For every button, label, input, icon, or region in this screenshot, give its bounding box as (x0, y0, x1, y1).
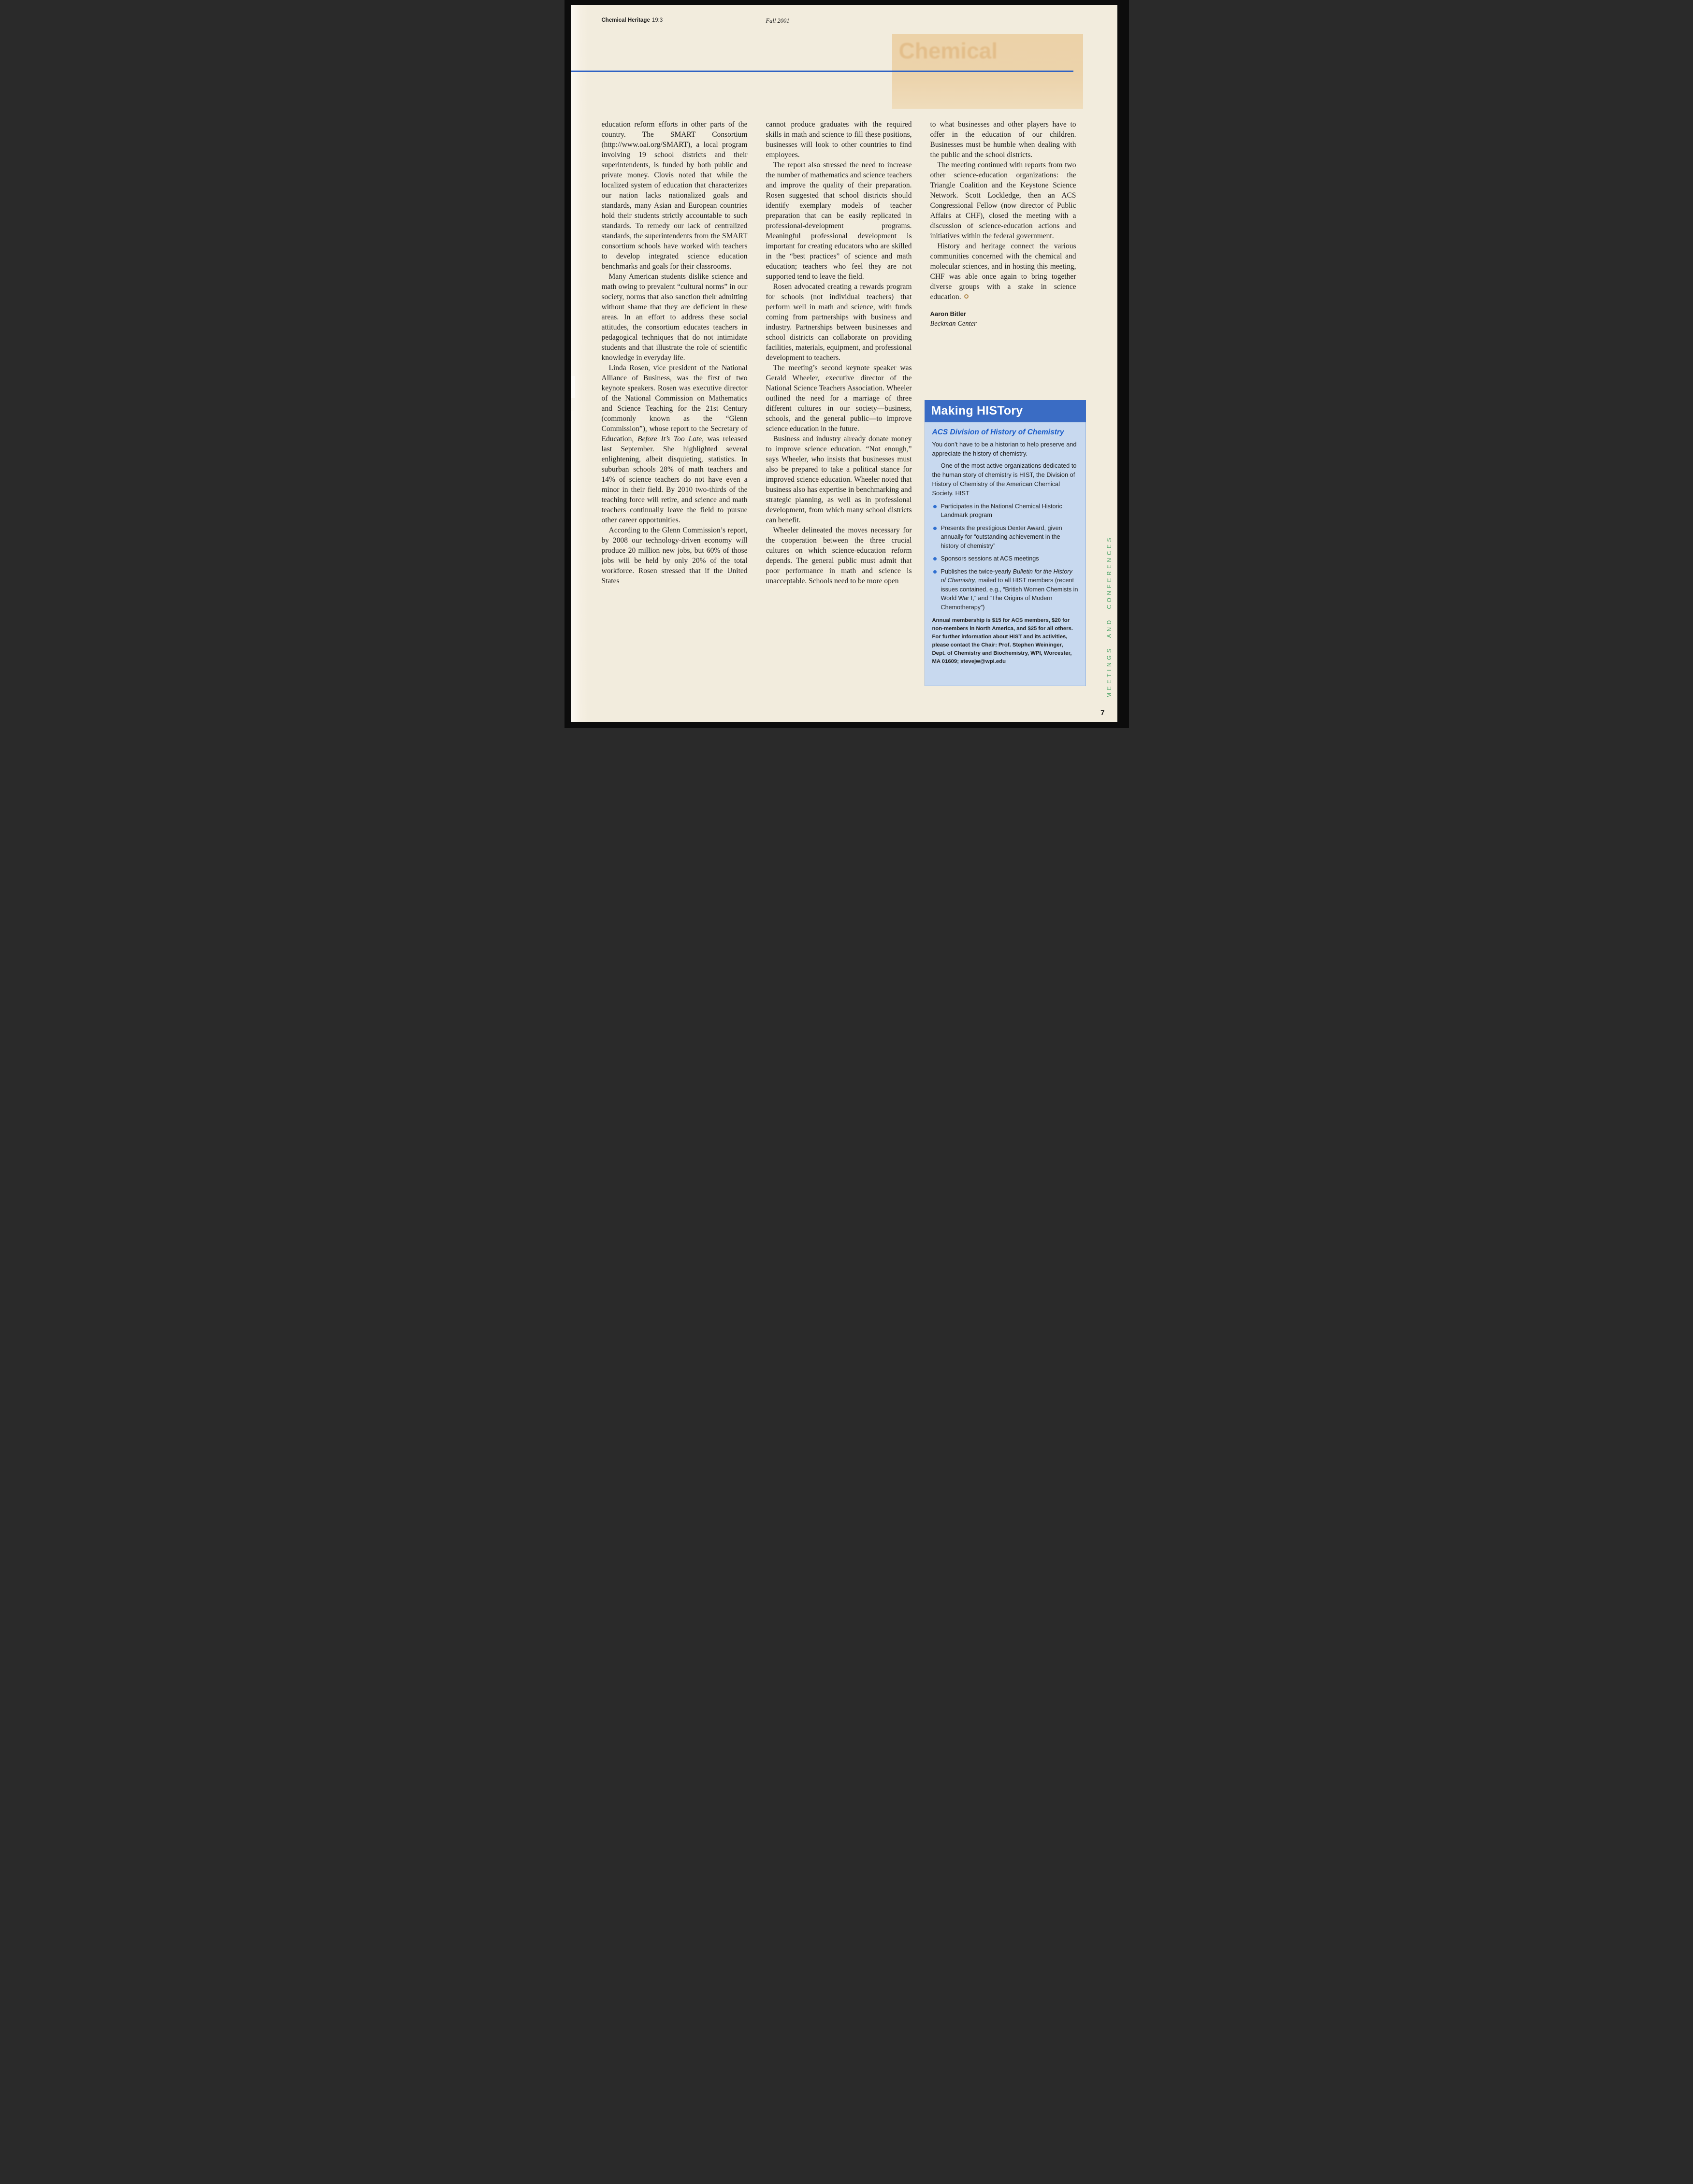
page-edge-tab (571, 376, 575, 398)
paragraph: The report also stressed the need to increase the number of mathematics and science teachers and improve the quality of their preparation. Rosen suggested that school districts should identify exemplary models of teacher preparation that can be easily replicated in professional-development programs. Meaningful professional development is important for creating educators who are skilled in the “best practices” of science and math education; teachers who feel they are not supported tend to leave the field. (766, 161, 912, 281)
bullet-item (932, 554, 1078, 563)
paragraph: According to the Glenn Commission’s report, by 2008 our technology-driven economy will produce 20 million new jobs, but 60% of those jobs will be held by only 20% of the total workforce. Rosen stressed that if the United States (601, 526, 748, 585)
column-2 (766, 119, 912, 704)
author-name: Aaron Bitler (930, 310, 966, 317)
bullet-text-part: , mailed to all HIST members (recent issues contained, e.g., “British Women Chemists in World War I,” and “The Origins of Modern Chemotherapy”) (941, 577, 1078, 611)
bullet-text: Participates in the National Chemical Historic Landmark program (941, 503, 1062, 519)
bullet-icon (933, 557, 937, 560)
bullet-item (932, 567, 1078, 612)
book-title-italic: Before It’s Too Late (637, 435, 702, 443)
sidebar-title: Making HISTory (931, 404, 1023, 417)
bullet-text (941, 567, 1078, 612)
bullet-icon (933, 505, 937, 508)
byline (930, 309, 1076, 329)
bullet-text: Sponsors sessions at ACS meetings (941, 555, 1039, 562)
bullet-icon (933, 527, 937, 530)
paragraph: Wheeler delineated the moves necessary for the cooperation between the three crucial cultures on which science-education reform depends. The general public must admit that poor performance in math and science is unacceptable. Schools need to be more open (766, 526, 912, 585)
paragraph (602, 363, 748, 525)
page-gutter-highlight (571, 5, 589, 722)
magazine-page (571, 5, 1117, 722)
sidebar-intro: You don’t have to be a historian to help preserve and appreciate the history of chemistry. (932, 441, 1077, 457)
column-1 (602, 119, 748, 704)
journal-title (602, 17, 663, 23)
bullet-item (932, 524, 1078, 551)
bullet-icon (933, 570, 937, 574)
sidebar-title-bar (925, 400, 1086, 422)
author-affiliation: Beckman Center (930, 320, 977, 328)
paragraph: The meeting continued with reports from two other science-education organizations: the Triangle Coalition and the Keystone Science Network. Scott Lockledge, then an ACS Congressional Fellow (now director of Public Affairs at CHF), closed the meeting with a discussion of science-education actions and initiatives within the federal government. (930, 161, 1076, 240)
journal-name: Chemical Heritage (601, 17, 650, 23)
paragraph: Many American students dislike science and math owing to prevalent “cultural norms” in our society, norms that also sanction their admitting without shame that they are deficient in these areas. In an effort to address these social attitudes, the consortium educates teachers in pedagogical techniques that do not intimidate students and that illustrate the role of scientific knowledge in everyday life. (601, 273, 748, 362)
header-rule (571, 71, 1073, 72)
paragraph: education reform efforts in other parts of the country. The SMART Consortium (http://www.oai.org/SMART), a local program involving 19 school districts and their superintendents, is funded by both public and private money. Clovis noted that while the localized system of education that characterizes our nation lacks nationalized goals and standards, many Asian and European countries hold their students strictly accountable to such standards. To remedy our lack of centralized standards, the superintendents from the SMART consortium schools have worked with teachers to develop integrated science education benchmarks and goals for their classrooms. (601, 120, 748, 271)
paragraph: The meeting’s second keynote speaker was Gerald Wheeler, executive director of the National Science Teachers Association. Wheeler outlined the need for a marriage of three different cultures in our society—business, schools, and the general public—to improve science education in the future. (766, 364, 912, 433)
page-number: 7 (1100, 709, 1105, 717)
paragraph-text: Linda Rosen, vice president of the National Alliance of Business, was the first of two keynote speakers. Rosen was executive director of the National Commission on Mathematics and Science Teaching for the 21st Century (commonly known as the “Glenn Commission”), whose report to the Secretary of Education, (601, 364, 748, 443)
sidebar-body (925, 422, 1086, 686)
bleed-through-text: Chemical (898, 38, 998, 63)
paragraph (930, 241, 1076, 302)
publication-title-italic: Bulletin for the History of Chemistry (941, 568, 1072, 584)
paragraph: to what businesses and other players have to offer in the education of our children. Businesses must be humble when dealing with the public and the school districts. (930, 120, 1076, 159)
issue-date: Fall 2001 (766, 17, 790, 24)
sidebar-intro: One of the most active organizations dedicated to the human story of chemistry is HIST, the Division of History of Chemistry of the American Chemical Society. HIST (932, 461, 1077, 497)
sidebar-membership-info: Annual membership is $15 for ACS members, $20 for non-members in North America, and $25 for all others. For further information about HIST and its activities, please contact the Chair: Prof. Stephen Weininger, Dept. of Chemistry and Biochemistry, WPI, Worcester, MA 01609; stevejw@wpi.edu (932, 618, 1073, 664)
journal-issue: 19:3 (651, 17, 663, 23)
end-of-article-icon (964, 294, 969, 299)
paragraph-text: History and heritage connect the various communities concerned with the chemical and molecular sciences, and in hosting this meeting, CHF was able once again to bring together diverse groups with a stake in science education. (930, 242, 1076, 301)
sidebar-heading: ACS Division of History of Chemistry (932, 428, 1064, 436)
bullet-text-part: Publishes the twice-yearly (941, 568, 1013, 575)
paragraph: Business and industry already donate money to improve science education. “Not enough,” says Wheeler, who insists that businesses must also be prepared to take a political stance for improved science education. Wheeler noted that business also has expertise in benchmarking and strategic planning, as well as in professional development, from which many school districts can benefit. (766, 435, 912, 524)
paragraph-text: , was released last September. She highlighted several enlightening, albeit disquieting, statistics. In suburban schools 28% of math teachers and 14% of science teachers do not have even a minor in their field. By 2010 two-thirds of the teaching force will retire, and science and math teachers continually leave the field to pursue other career opportunities. (601, 435, 748, 524)
bullet-text: Presents the prestigious Dexter Award, given annually for “outstanding achievement in the history of chemistry” (941, 524, 1062, 549)
scanned-page (564, 0, 1129, 728)
bullet-item (932, 502, 1078, 520)
section-label-vertical: MEETINGS AND CONFERENCES (1105, 535, 1113, 698)
paragraph: Rosen advocated creating a rewards program for schools (not individual teachers) that perform well in math and science, with funds coming from partnerships with business and industry. Partnerships between businesses and school districts can collaborate on providing facilities, materials, equipment, and professional development to teachers. (766, 283, 912, 362)
paragraph: cannot produce graduates with the required skills in math and science to fill these positions, businesses will look to other countries to find employees. (766, 120, 912, 159)
hist-sidebar (925, 400, 1086, 686)
